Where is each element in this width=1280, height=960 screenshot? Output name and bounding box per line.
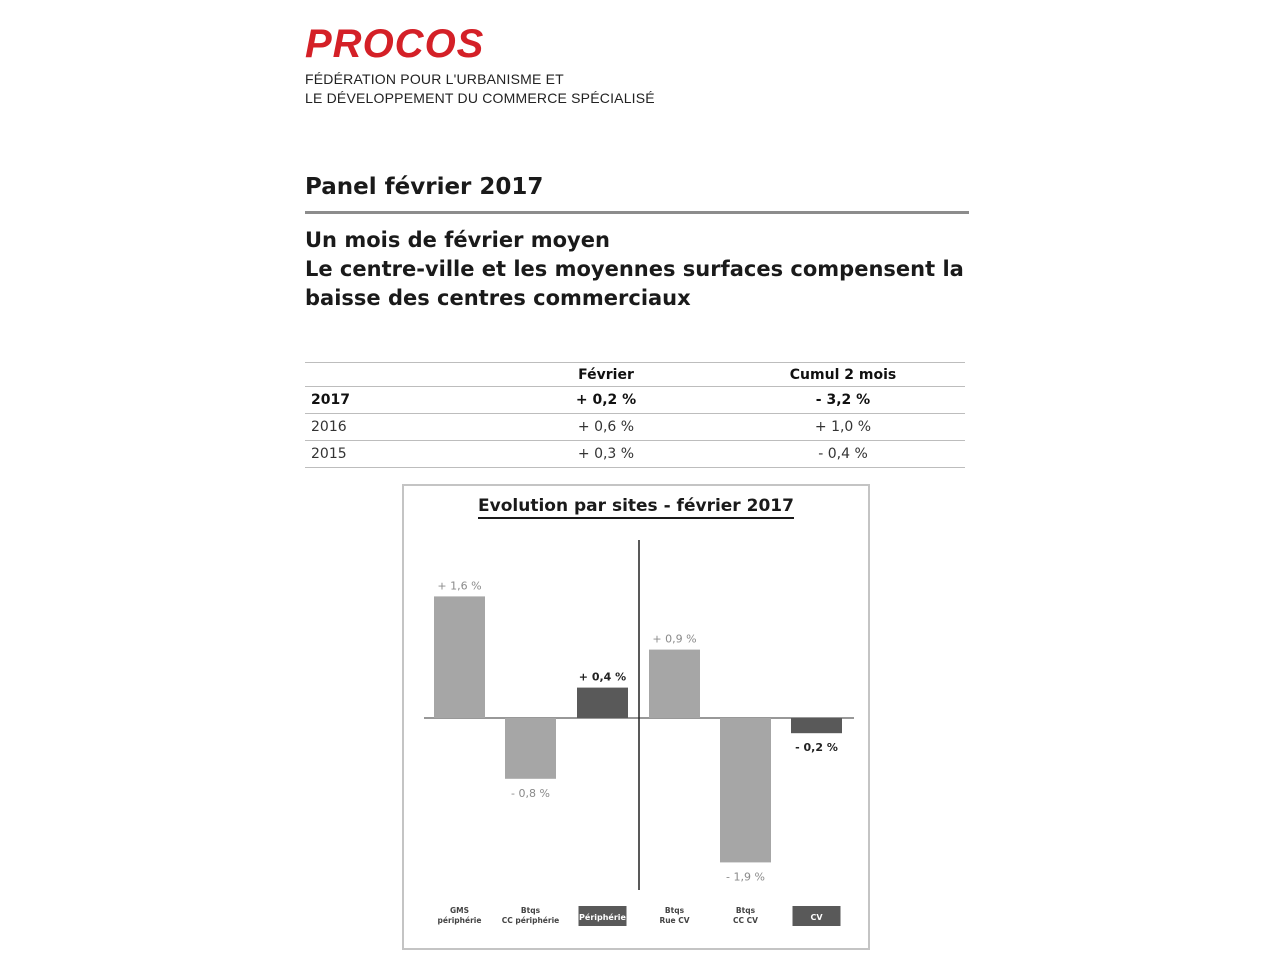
table-header-row: [305, 363, 965, 387]
table-cell-cumul: - 0,4 %: [721, 441, 965, 468]
bar-value-label-0: + 1,6 %: [437, 579, 482, 593]
bar-value-label-1: - 0,8 %: [511, 786, 550, 800]
table-cell-year: 2016: [305, 414, 491, 441]
table-row: [305, 441, 965, 468]
bar-2: [577, 688, 628, 718]
table-header-fevrier: Février: [491, 363, 721, 387]
table-cell-year: 2017: [305, 387, 491, 414]
table-cell-fevrier: + 0,6 %: [491, 414, 721, 441]
bar-0: [434, 596, 485, 718]
table-cell-fevrier: + 0,2 %: [491, 387, 721, 414]
bar-value-label-3: + 0,9 %: [652, 632, 697, 646]
category-label-3-line-0: Btqs: [664, 906, 685, 915]
category-label-2: Périphérie: [579, 913, 626, 922]
category-label-4-line-1: CC CV: [733, 916, 758, 925]
category-label-3-line-1: Rue CV: [659, 916, 690, 925]
category-label-0-line-1: périphérie: [437, 916, 482, 925]
federation-subtitle: [305, 70, 655, 108]
subtitle-line-1: FÉDÉRATION POUR L'URBANISME ET: [305, 71, 564, 87]
table-cell-fevrier: + 0,3 %: [491, 441, 721, 468]
headline-line-2: Le centre-ville et les moyennes surfaces compensent la: [305, 257, 964, 281]
bar-1: [505, 718, 556, 779]
table-cell-cumul: + 1,0 %: [721, 414, 965, 441]
headline-line-3: baisse des centres commerciaux: [305, 286, 691, 310]
table-header-empty: [305, 363, 491, 387]
bar-3: [649, 650, 700, 718]
bar-chart: [404, 486, 868, 948]
table-row: [305, 414, 965, 441]
headline-line-1: Un mois de février moyen: [305, 228, 610, 252]
title-divider: [305, 211, 969, 214]
table-header-cumul: Cumul 2 mois: [721, 363, 965, 387]
subtitle-line-2: LE DÉVELOPPEMENT DU COMMERCE SPÉCIALISÉ: [305, 90, 655, 106]
panel-title: Panel février 2017: [305, 174, 544, 200]
table-cell-cumul: - 3,2 %: [721, 387, 965, 414]
category-label-0-line-0: GMS: [449, 906, 470, 915]
category-label-1-line-1: CC périphérie: [501, 916, 560, 925]
chart-title-text: Evolution par sites - février 2017: [478, 496, 794, 519]
bar-value-label-5: - 0,2 %: [795, 741, 838, 755]
bar-value-label-2: + 0,4 %: [578, 670, 627, 684]
procos-logo: PROCOS: [305, 22, 485, 66]
bar-value-label-4: - 1,9 %: [726, 870, 765, 884]
bar-4: [720, 718, 771, 862]
table-cell-year: 2015: [305, 441, 491, 468]
chart-box: [402, 484, 870, 950]
headline: [305, 226, 985, 313]
category-label-1-line-0: Btqs: [520, 906, 541, 915]
category-label-5: CV: [810, 913, 823, 922]
table-row: [305, 387, 965, 414]
results-table: [305, 362, 965, 468]
bar-5: [791, 718, 842, 733]
category-label-4-line-0: Btqs: [735, 906, 756, 915]
